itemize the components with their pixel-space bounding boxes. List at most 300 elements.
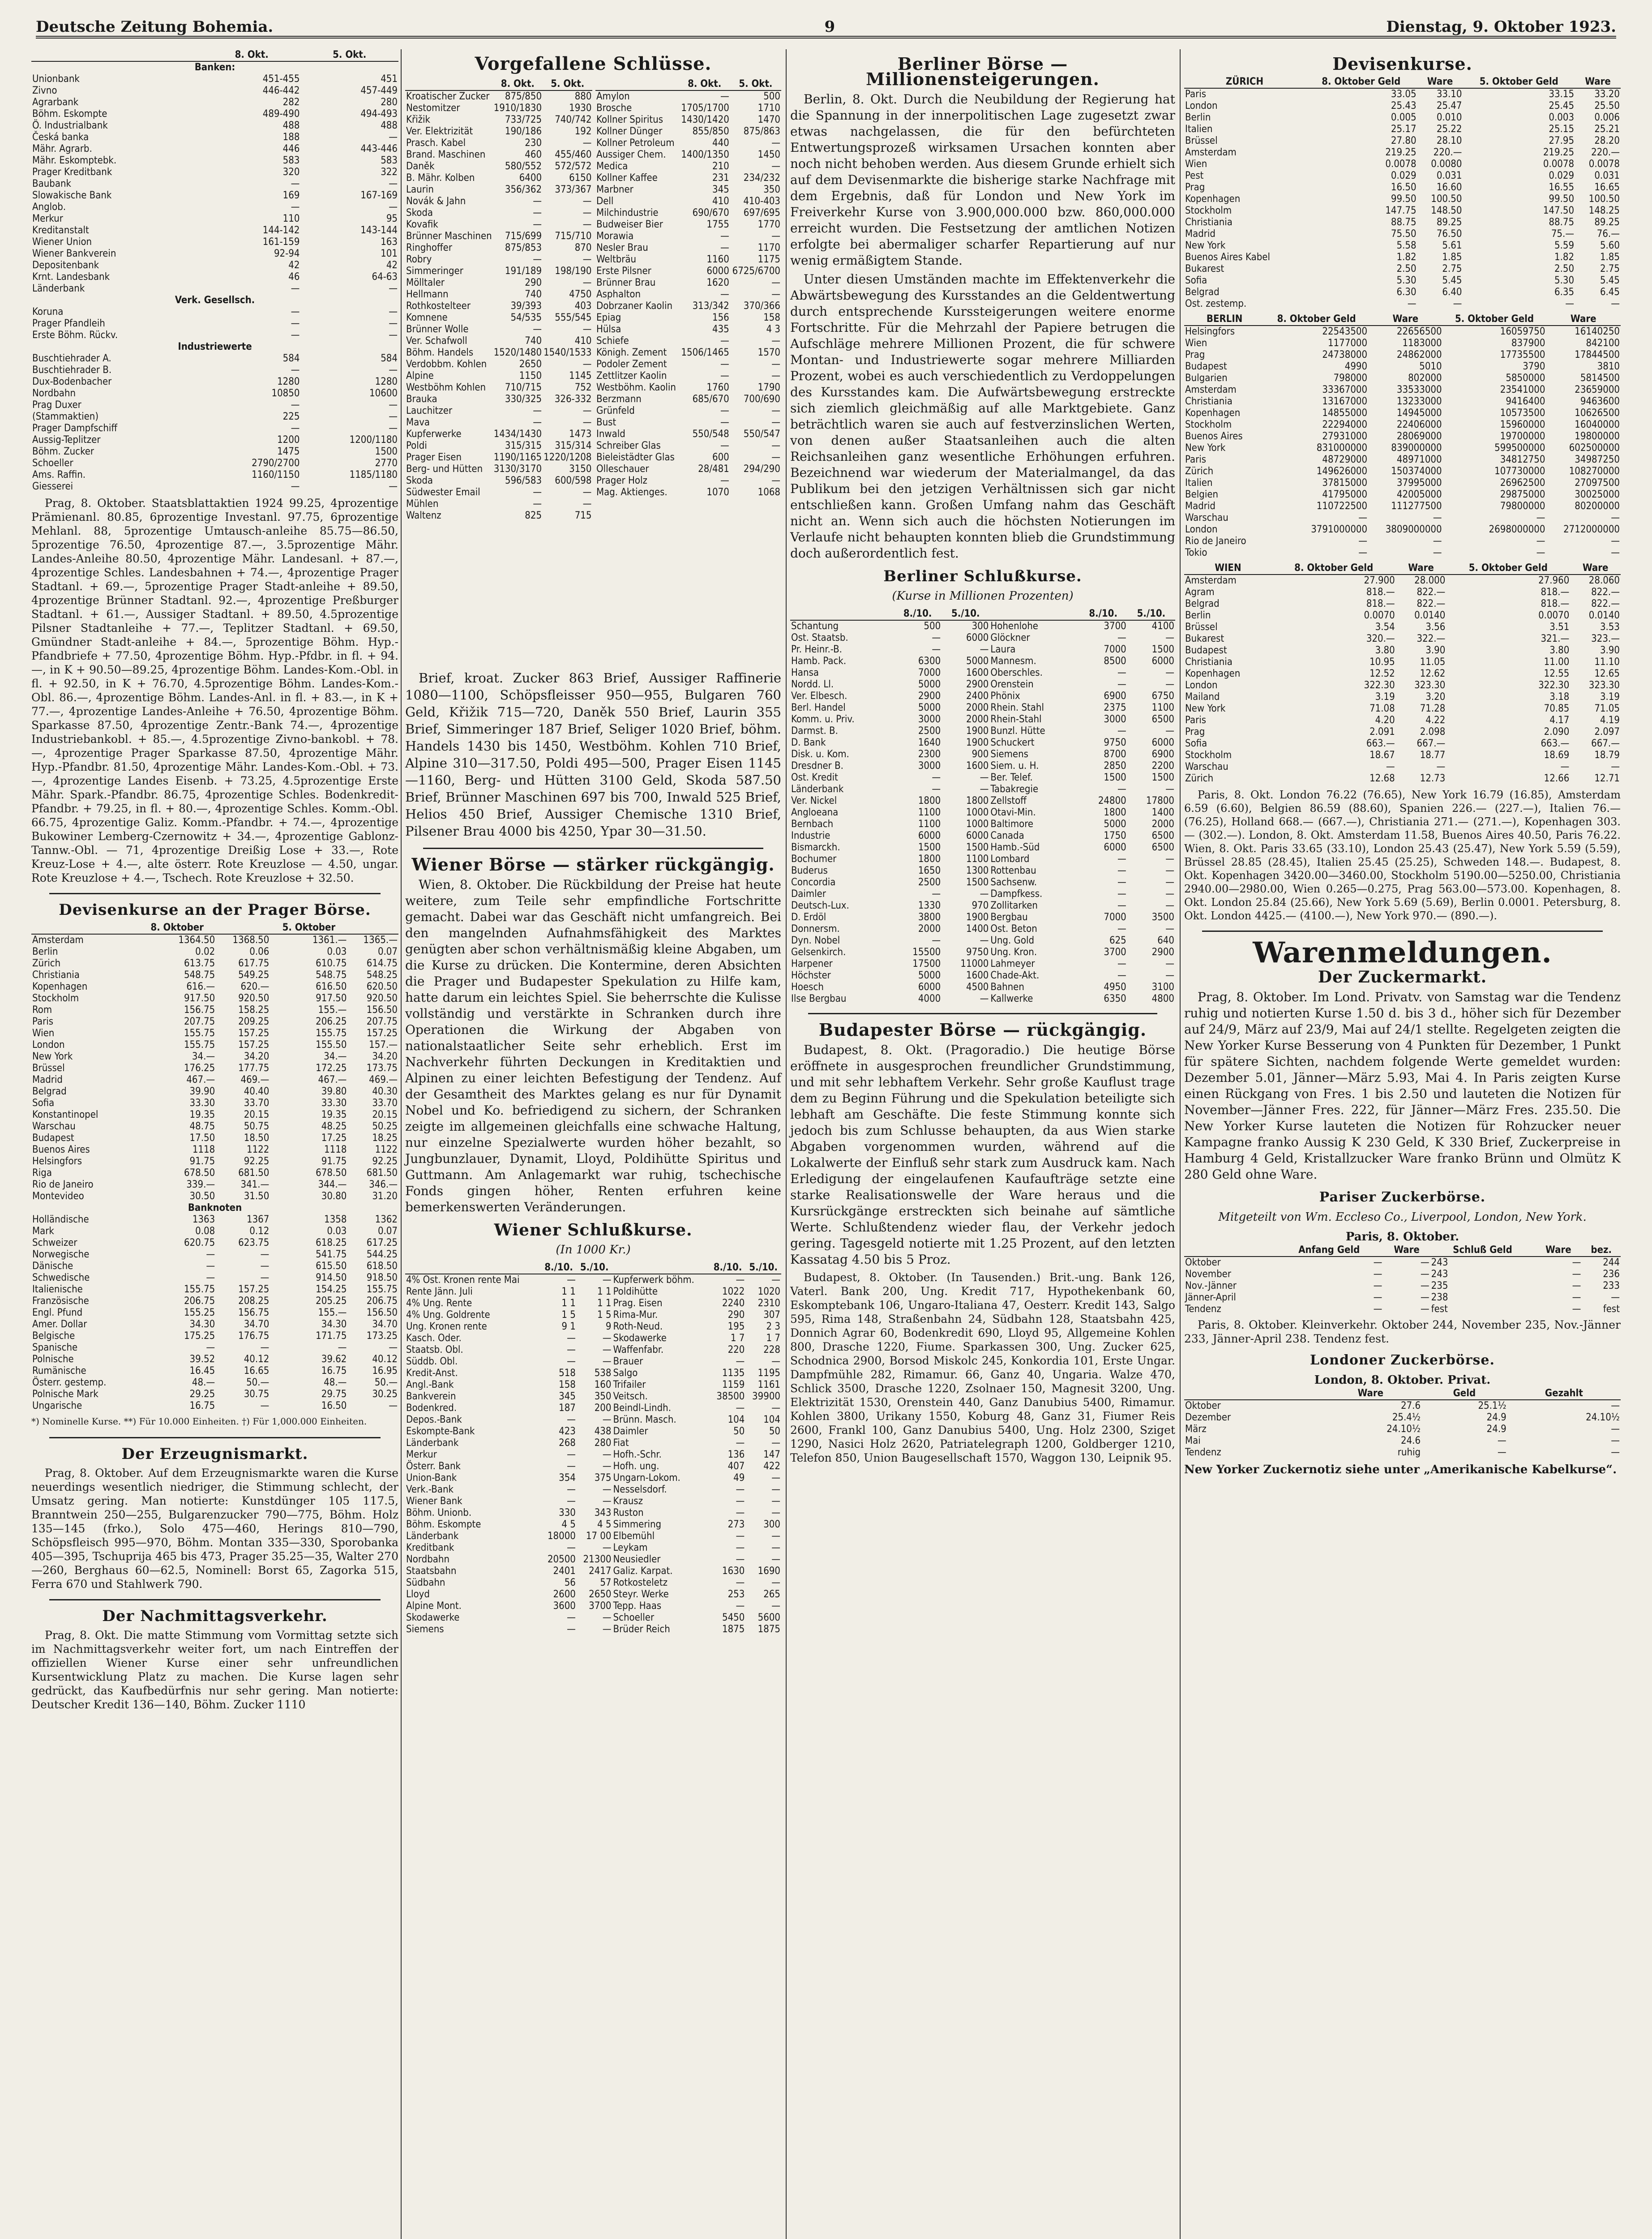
wien-schluss-unit: (In 1000 Kr.) [556,1243,631,1257]
schluss-row: Mag. Aktienges. 1070 1068 [596,487,780,498]
schluss-row: Nestomitzer 1910/1830 1930 [406,103,592,114]
industrie-row: Prager Dampfschiff — — [32,423,398,434]
schluss-row: Epiag 156 158 [596,312,780,323]
schluss-row: Lauchitzer — — [406,405,592,416]
banken-row: Agrarbank 282 280 [32,97,398,108]
industrie-row: Ams. Raffin. 1160/1150 1185/1180 [32,469,398,480]
schluss-row: Olleschauer 28/481 294/290 [596,463,780,475]
berlin-schluss-row: Harpener 17500 11000 Lahmeyer — — [791,958,1174,969]
devisen-row: New York 34.— 34.20 34.— 34.20 [32,1051,398,1062]
schluss-row: Grünfeld — — [596,405,780,416]
banken-table: 8. Okt. 5. Okt. Banken: Unionbank 451-455 451 Zivno 446-442 457-449 Agrarbank 282 280 Böhm. Eskompte 489-490 494-493 Ö. Industrialbank 488 488 Česká banka 188 — Mähr. Agrarb. 446 443-446 Mähr. Eskomptebk. 583 583 Prager Kreditbank 320 322 Baubank — — Slowakische Bank 169 167-169 Anglob. — — Merkur 110 95 Kreditanstalt 144-142 143-144 Wiener Union 161-159 163 Wiener Bankverein 92-94 101 Depositenbank 42 42 Krnt. Landesbank 46 64-63 Länderbank — — Verk. Gesellsch. Koruna — — Prager Pfandleih — — Erste Böhm. Rückv. — — Industriewerte Buschtiehrader A. 584 584 Buschtiehrader B. — — Dux-Bodenbacher 1280 1280 Nordbahn 10850 10600 Prag Duxer — — (Stammaktien) 225 — Prager Dampfschiff — — Aussig-Teplitzer 1200 1200/1180 Böhm. Zucker 1475 1500 Schoeller 2790/2700 2770 Ams. Raffin. 1160/1150 1185/1180 Giesserei — — [32,49,398,492]
nachmittag-text: Prag, 8. Okt. Die matte Stimmung vom Vormittag setzte sich im Nachmittagsverkehr weiter fort, um nach Eintreffen der offiziellen Wiener Kurse einer sehr unfreundlichen Kursentwicklung Platz zu machen. Die Kurse lagen sehr gedrückt, das Kaufbedürfnis nur sehr gering. Man notierte: Deutscher Kredit 136—140, Böhm. Zucker 1110 [31,1629,398,1711]
schluss-row: Podoler Zement — — [596,359,780,370]
schluss-row: Brünner Brau 1620 — [596,277,780,288]
zurich-devisen-row: Madrid 75.50 76.50 75.— 76.— [1185,228,1620,240]
banken-row: Mähr. Agrarb. 446 443-446 [32,143,398,154]
berlin-devisen-row: Christiania 13167000 13233000 9416400 9463600 [1185,396,1620,407]
banknoten-row: Mark 0.08 0.12 0.03 0.07 [32,1226,398,1237]
wien-devisen-row: Berlin 0.0070 0.0140 0.0070 0.0140 [1185,610,1620,621]
schluss-row: Schiefe — — [596,335,780,347]
wien-schluss-row: Merkur — — Hofh.-Schr. 136 147 [406,1449,780,1460]
banknoten-row: Österr. gestemp. 48.— 50.— 48.— 50.— [32,1377,398,1388]
berlin-schluss-title: Berliner Schlußkurse. [883,567,1082,585]
berlin-schluss-row: Länderbank — — Tabakregie — — [791,784,1174,795]
schluss-row: Budweiser Bier 1755 1770 [596,219,780,230]
industrie-heading: Industriewerte [178,341,252,352]
pariser-text: Mitgeteilt von Wm. Eccleso Co., Liverpool, London, New York. [1218,1210,1587,1224]
devisen-note: *) Nominelle Kurse. **) Für 10.000 Einheiten. †) Für 1,000.000 Einheiten. [31,1416,367,1427]
column-2a [405,78,592,705]
paris-date: Paris, 8. Oktober. [1345,1230,1459,1244]
schluss-row: Laurin 356/362 373/367 [406,184,592,195]
schluss-row: Bust — — [596,417,780,428]
wien-schluss-row: Bankverein 345 350 Veitsch. 38500 39900 [406,1391,780,1402]
column-2-lower [405,669,781,2239]
zurich-devisen-row: Belgrad 6.30 6.40 6.35 6.45 [1185,287,1620,298]
banken-row: Kreditanstalt 144-142 143-144 [32,225,398,236]
schluss-row: Kollner Kaffee 231 234/232 [596,172,780,184]
wien-schluss-title: Wiener Schlußkurse. [494,1221,693,1240]
zurich-devisen-row: Christiania 88.75 89.25 88.75 89.25 [1185,217,1620,228]
verkehr-row: Erste Böhm. Rückv. — — [32,330,398,341]
zurich-devisen-row: Sofia 5.30 5.45 5.30 5.45 [1185,275,1620,286]
paris-zucker-row: November — — 243 — 236 [1185,1269,1620,1280]
schluss-row: Königh. Zement 1506/1465 1570 [596,347,780,358]
verkehr-heading: Verk. Gesellsch. [175,295,255,306]
london-zucker-row: März 24.10½ 24.9 — [1185,1424,1620,1435]
banken-row: Böhm. Eskompte 489-490 494-493 [32,108,398,120]
wien-devisen-row: Budapest 3.80 3.90 3.80 3.90 [1185,645,1620,656]
verkehr-row: Prager Pfandleih — — [32,318,398,329]
schluss-row: Berg- und Hütten 3130/3170 3150 [406,463,592,475]
banknoten-row: Französische 206.75 208.25 205.25 206.75 [32,1295,398,1307]
banknoten-row: Schweizer 620.75 623.75 618.25 617.25 [32,1237,398,1248]
banknoten-row: Amer. Dollar 34.30 34.70 34.30 34.70 [32,1319,398,1330]
schluss-row: Prasch. Kabel 230 — [406,137,592,149]
prag-fonds-text: Prag, 8. Oktober. Staatsblattaktien 1924 99.25, 4prozentige Prämienanl. 80.85, 6prozentige Investanl. 97.75, 6prozentige Mehlanl. 88, 5prozentige Umtausch-anleihe 85.75—86.50, 5prozentige 76.50, 4prozentige 87.—, 3.5prozentige Mähr. Landes-Anleihe 80.50, 4prozentige Mähr. Landesanl. + 87.—, 4prozentige Schles. Landesbahnen + 74.—, 4prozentige Prager Stadtanl. + 69.—, 5prozentige Prager Stadt-anleihe + 89.50, 4prozentige Brünner Stadtanl. 92.—, 4prozentige Preßburger Stadtanl. + 61.—, Aussiger Stadtanl. + 89.50, 4.5prozentige Pilsner Stadtanleihe + 77.—, Teplitzer Stadtanl. + 69.50, Gmündner Stadt-anleihe + 84.—, 5prozentige Böhm. Hyp.-Pfandbriefe + 77.50, 4prozentige Böhm. Hyp.-Pfdbr. in fl. + 94.—, in K + 90.50—89.25, 4prozentige Böhm. Landes-Kom.-Obl. in fl. + 92.50, in K + 76.70, 4.5prozentige Böhm. Landes-Kom.-Obl. 86.—, 4prozentige Böhm. Landes-Anl. in fl. + 83.—, in K + 77.—, 4prozentige Landes-Anleihe + 76.50, 4prozentige Böhm. Sparkasse 87.50, 4prozentige Zentr.-Bank 74.—, 4prozentige Industriebankobl. + 85.—, 4.5prozentige Zivno-bankobl. + 78.—, 4prozentige Prager Sparkasse 87.50, 4prozentige Mähr. Hyp.-Pfandbr. 81.50, 4prozentige Mähr. Landes-Kom.-Obl. + 73.—, 4prozentige Landes Eisenb. + 73.25, 4.5prozentige Erste Mähr. Spark.-Pfandbr. 86.75, 4prozentige Schles. Bodenkredit-Pfandbr. + 79.25, in fl. + 80.—, 4prozentige Schles. Komm.-Obl. 66.75, 4prozentige Galiz. Komm.-Pfandbr. + 74.—, 4prozentige Bukowiner Lemberg-Czernowitz + 34.—, 4prozentige Gablonz-Tannw.-Obl. — 71, 4prozentige Dreißig Lose + 33.—, Rote Kreuz-Lose + 4.—, alte österr. Rote Kreuzlose — 4.50, ungar. Rote Kreuzlose + 4.—, Tschech. Rote Kreuzlose + 32.50. [31,497,398,884]
schluss-row: Mölltaler 290 — [406,277,592,288]
schluss-row: Daněk 580/552 572/572 [406,161,592,172]
wien-schluss-row: Skodawerke — — Schoeller 5450 5600 [406,1612,780,1623]
berlin-schluss-row: Hamb. Pack. 6300 5000 Mannesm. 8500 6000 [791,656,1174,667]
banken-row: Česká banka 188 — [32,132,398,143]
banken-row: Mähr. Eskomptebk. 583 583 [32,155,398,166]
berlin-schluss-row: Berl. Handel 5000 2000 Rhein. Stahl 2375 1100 [791,702,1174,713]
berlin-devisen-row: Wien 1177000 1183000 837900 842100 [1185,338,1620,349]
schluss-row: Brünner Wolle — — [406,324,592,335]
schluss-row: Kollner Dünger 855/850 875/863 [596,126,780,137]
verkehr-row: Koruna — — [32,306,398,317]
wien-schluss-row: 4% Ung. Rente 1 1 1 1 Prag. Eisen 2240 2310 [406,1298,780,1309]
schluss-row: Westböhm Kohlen 710/715 752 [406,382,592,393]
london-zucker-row: Mai 24.6 — — [1185,1435,1620,1446]
banken-row: Länderbank — — [32,283,398,294]
wien-devisen-row: Amsterdam 27.900 28.000 27.960 28.060 [1185,575,1620,586]
devisen-row: Stockholm 917.50 920.50 917.50 920.50 [32,993,398,1004]
industrie-row: Aussig-Teplitzer 1200 1200/1180 [32,434,398,446]
berlin-schluss-row: Ilse Bergbau 4000 — Kallwerke 6350 4800 [791,993,1174,1004]
devisen-row: Montevideo 30.50 31.50 30.80 31.20 [32,1191,398,1202]
banken-row: Baubank — — [32,178,398,189]
berlin-schluss-table: 8./10. 5./10. 8./10. 5./10. Schantung 500 300 Hohenlohe 3700 4100 Ost. Staatsb. — 6000 Glöckner — — Pr. Heinr.-B. — — Laura 7000 1500 Hamb. Pack. 6300 5000 Mannesm. 8500 6000 Hansa 7000 1600 Oberschles. — — Nordd. Ll. 5000 2900 Orenstein — — Ver. Elbesch. 2900 2400 Phönix 6900 6750 Berl. Handel 5000 2000 Rhein. Stahl 2375 1100 Komm. u. Priv. 3000 2000 Rhein-Stahl 3000 6500 Darmst. B. 2500 1900 Bunzl. Hütte — — D. Bank 1640 1900 Schuckert 9750 6000 Disk. u. Kom. 2300 900 Siemens 8700 6900 Dresdner B. 3000 1600 Siem. u. H. 2850 2200 Ost. Kredit — — Ber. Telef. 1500 1500 Länderbank — — Tabakregie — — Ver. Nickel 1800 1800 Zellstoff 24800 17800 Angloeana 1100 1000 Otavi-Min. 1800 1400 Bernbach 1100 1000 Baltimore 5000 2000 Industrie 6000 6000 Canada 1750 6500 Bismarckh. 1500 1500 Hamb.-Süd 6000 6500 Bochumer 1800 1100 Lombard — — Buderus 1650 1300 Rottenbau — — Concordia 2500 1500 Sachsenw. — — Daimler — — Dampfkess. — — Deutsch-Lux. 1330 970 Zollitarken — — D. Erdöl 3800 1900 Bergbau 7000 3500 Donnersm. 2000 1400 Ost. Beton — — Dyn. Nobel — — Ung. Gold 625 640 Gelsenkirch. 15500 9750 Ung. Kron. 3700 2900 Harpener 17500 11000 Lahmeyer — — Höchster 5000 1600 Chade-Akt. — — Hoesch 6000 4500 Bahnen 4950 3100 Ilse Bergbau 4000 — Kallwerke 6350 4800 [791,608,1174,1004]
schluss-row: Böhm. Handels 1520/1480 1540/1533 [406,347,592,358]
zurich-devisen-row: Berlin 0.005 0.010 0.003 0.006 [1185,112,1620,123]
banken-row: Wiener Union 161-159 163 [32,236,398,248]
banknoten-row: Polnische 39.52 40.12 39.62 40.12 [32,1354,398,1365]
banken-row: Zivno 446-442 457-449 [32,85,398,96]
budapest-list-text: Budapest, 8. Oktober. (In Tausenden.) Brit.-ung. Bank 126, Vaterl. Bank 200, Ung. Kredit 717, Hypothekenbank 60, Eskomptebank 106, Ungaro-Italiana 47, Oesterr. Kredit 143, Salgo 595, Rima 148, Straßenbahn 24, Südbahn 128, Staatsbahn 425, Donnich Agrar 60, Bodenkredit 690, Lloyd 95, Allgemeine Kohlen 800, Drasche 1220, Fiume. Sparkassen 300, Ung. Zucker 625, Schodnica 2900, Borsod Miskolc 245, Konkordia 101, Erste Ungar. Dampfmühle 282, Rimamur. 66, Ganz 40, Ungaria. Walze 470, Schlick 3500, Drasche 1220, Zsolnaer 150, Magnesit 3200, Ung. Elektrizität 1530, Orenstein 440, Ganz Danubius 5400, Rimamur. Kohlen 3800, Urikany 1550, Koburg 48, Ganz 31, Fiumer Reis 2600, Frankl 100, Ganz Danubius 5400, Ung. Holz 2300, Sziget 1290, Nasici Holz 2620, Patriatelegraph 1200, Goldberger 1210, Telefon 850, Union Baugesellschaft 1570, Waggon 130, Leipnik 95. [790,1271,1175,1464]
devisen-row: Brüssel 176.25 177.75 172.25 173.75 [32,1063,398,1074]
berlin-schluss-row: Industrie 6000 6000 Canada 1750 6500 [791,830,1174,841]
berlin-devisen-row: London 3791000000 3809000000 2698000000 2712000000 [1185,524,1620,535]
berlin-schluss-row: Nordd. Ll. 5000 2900 Orenstein — — [791,679,1174,690]
berlin-devisen-row: Rio de Janeiro — — — — [1185,536,1620,547]
wien-devisen-row: Kopenhagen 12.52 12.62 12.55 12.65 [1185,668,1620,679]
banken-row: Slowakische Bank 169 167-169 [32,190,398,201]
zurich-devisen-row: Kopenhagen 99.50 100.50 99.50 100.50 [1185,193,1620,205]
schluss-row: Brosche 1705/1700 1710 [596,103,780,114]
wien-devisen-row: Christiania 10.95 11.05 11.00 11.10 [1185,656,1620,668]
schluss-row: Nesler Brau — 1170 [596,242,780,253]
banknoten-row: Schwedische — — 914.50 918.50 [32,1272,398,1283]
banknoten-row: Ungarische 16.75 — 16.50 — [32,1400,398,1411]
wien-schluss-row: Staatsb. Obl. — — Waffenfabr. 220 228 [406,1344,780,1355]
berlin-devisen-row: Bulgarien 798000 802000 5850000 5814500 [1185,373,1620,384]
wien-schluss-row: Ung. Kronen rente 9 1 9 Roth-Neud. 195 2 3 [406,1321,780,1332]
berlin-schluss-row: Höchster 5000 1600 Chade-Akt. — — [791,970,1174,981]
schluss-row: Prager Eisen 1190/1165 1220/1208 [406,452,592,463]
schluss-row: Hülsa 435 4 3 [596,324,780,335]
zurich-devisen-row: Italien 25.17 25.22 25.15 25.21 [1185,124,1620,135]
schluss-row: Simmeringer 191/189 198/190 [406,266,592,277]
devisen-row: Kopenhagen 616.— 620.— 616.50 620.50 [32,981,398,992]
industrie-row: Böhm. Zucker 1475 1500 [32,446,398,457]
berlin-schluss-row: Gelsenkirch. 15500 9750 Ung. Kron. 3700 2900 [791,947,1174,958]
wien-schluss-row: Staatsbahn 2401 2417 Galiz. Karpat. 1630 1690 [406,1566,780,1577]
banken-row: Krnt. Landesbank 46 64-63 [32,271,398,283]
zucker-title: Der Zuckermarkt. [1318,968,1487,987]
wien-schluss-row: Länderbank 18000 17 00 Elbemühl — — [406,1531,780,1542]
column-4 [1184,49,1621,2239]
banken-row: Ö. Industrialbank 488 488 [32,120,398,131]
industrie-row: Prag Duxer — — [32,399,398,411]
wien-schluss-row: Länderbank 268 280 Fiat — — [406,1437,780,1449]
devisen-row: Konstantinopel 19.35 20.15 19.35 20.15 [32,1109,398,1120]
paris-zucker-row: Jänner-April — — 238 — — [1185,1292,1620,1303]
banknoten-heading: Banknoten [188,1202,242,1214]
schluss-row: Brauka 330/325 326-332 [406,394,592,405]
wien-schluss-table: 8./10. 5./10. 8./10. 5./10. 4% Ost. Kronen rente Mai — — Kupferwerk böhm. — — Rente Jänn. Juli 1 1 1 1 Poldihütte 1022 1020 4% Ung. Rente 1 1 1 1 Prag. Eisen 2240 2310 4% Ung. Goldrente 1 5 1 5 Rima-Mur. 290 307 Ung. Kronen rente 9 1 9 Roth-Neud. 195 2 3 Kasch. Oder. — — Skodawerke 1 7 1 7 Staatsb. Obl. — — Waffenfabr. 220 228 Süddb. Obl. — — Brauer — — Kredit-Anst. 518 538 Salgo 1135 1195 Angl.-Bank 158 160 Trifailer 1159 1161 Bankverein 345 350 Veitsch. 38500 39900 Bodenkred. 187 200 Beindl-Lindh. — — Depos.-Bank — — Brünn. Masch. 104 104 Eskompte-Bank 423 438 Daimler 50 50 Länderbank 268 280 Fiat — — Merkur — — Hofh.-Schr. 136 147 Österr. Bank — — Hofh. ung. 407 422 Union-Bank 354 375 Ungarn-Lokom. 49 — Verk.-Bank — — Nesselsdorf. — — Wiener Bank — — Krausz — — Böhm. Unionb. 330 343 Ruston — — Böhm. Eskompte 4 5 4 5 Simmering 273 300 Länderbank 18000 17 00 Elbemühl — — Kreditbank — — Leykam — — Nordbahn 20500 21300 Neusiedler — — Staatsbahn 2401 2417 Galiz. Karpat. 1630 1690 Südbahn 56 57 Rotkosteletz — — Lloyd 2600 2650 Steyr. Werke 253 265 Alpine Mont. 3600 3700 Tepp. Haas — — Skodawerke — — Schoeller 5450 5600 Siemens — — Brüder Reich 1875 1875 [406,1262,780,1635]
schluss-row: Komnene 54/535 555/545 [406,312,592,323]
wien-devisen-row: Stockholm 18.67 18.77 18.69 18.79 [1185,750,1620,761]
zurich-devisen-row: Paris 33.05 33.10 33.15 33.20 [1185,89,1620,100]
banken-row: Wiener Bankverein 92-94 101 [32,248,398,259]
pariser-title: Pariser Zuckerbörse. [1319,1189,1486,1205]
wien-schluss-row: Eskompte-Bank 423 438 Daimler 50 50 [406,1426,780,1437]
wien-boerse-title: Wiener Börse — stärker rückgängig. [411,854,775,875]
schluss-row: Mühlen — — [406,498,592,510]
wien-schluss-row: Bodenkred. 187 200 Beindl-Lindh. — — [406,1403,780,1414]
schluss-row: Milchindustrie 690/670 697/695 [596,207,780,219]
schluss-row: Kupferwerke 1434/1430 1473 [406,429,592,440]
zurich-devisen-row: Stockholm 147.75 148.50 147.50 148.25 [1185,205,1620,216]
schluss-row: Kroatischer Zucker 875/850 880 [406,91,592,102]
schluss-row: Westböhm. Kaolin 1760 1790 [596,382,780,393]
berlin-schluss-row: Hoesch 6000 4500 Bahnen 4950 3100 [791,982,1174,993]
schluss-row: Südwester Email — — [406,487,592,498]
zurich-devisen-row: London 25.43 25.47 25.45 25.50 [1185,100,1620,112]
wien-schluss-row: Böhm. Eskompte 4 5 4 5 Simmering 273 300 [406,1519,780,1530]
schluss-row: Schreiber Glas — — [596,440,780,451]
schluss-row: Prager Holz — — [596,475,780,486]
wien-schluss-row: Kredit-Anst. 518 538 Salgo 1135 1195 [406,1368,780,1379]
vorgefallene-title: Vorgefallene Schlüsse. [475,53,712,74]
berlin-schluss-row: Buderus 1650 1300 Rottenbau — — [791,865,1174,876]
schluss-row: B. Mähr. Kolben 6400 6150 [406,172,592,184]
industrie-row: (Stammaktien) 225 — [32,411,398,422]
berlin-devisen-row: Kopenhagen 14855000 14945000 10573500 10626500 [1185,407,1620,419]
london-zucker-table: Ware Geld Gezahlt Oktober 27.6 25.1½ — Dezember 25.4½ 24.9 24.10½ März 24.10½ 24.9 — Mai 24.6 — — Tendenz ruhig — — [1185,1388,1620,1458]
devisen-row: Belgrad 39.90 40.40 39.80 40.30 [32,1086,398,1097]
schluss-row: Asphalton — — [596,289,780,300]
schluss-row: Hellmann 740 4750 [406,289,592,300]
schluss-row: Brand. Maschinen 460 455/460 [406,149,592,160]
devisen-row: Riga 678.50 681.50 678.50 681.50 [32,1167,398,1179]
berlin-schluss-unit: (Kurse in Millionen Prozenten) [892,589,1074,603]
berlin-schluss-row: Donnersm. 2000 1400 Ost. Beton — — [791,923,1174,935]
devisen-row: Warschau 48.75 50.75 48.25 50.25 [32,1121,398,1132]
masthead-paper-name: Deutsche Zeitung Bohemia. [36,18,274,36]
schluss-row: Erste Pilsner 6000 6725/6700 [596,266,780,277]
banknoten-row: Belgische 175.25 176.75 171.75 173.25 [32,1330,398,1342]
devisen-row: Paris 207.75 209.25 206.25 207.75 [32,1016,398,1027]
berlin-devisen-row: Helsingfors 22543500 22656500 16059750 16140250 [1185,326,1620,337]
banken-heading: Banken: [194,62,235,73]
wien-devisen-row: Paris 4.20 4.22 4.17 4.19 [1185,715,1620,726]
wien-schluss-row: Kreditbank — — Leykam — — [406,1542,780,1553]
berlin-devisen-row: Amsterdam 33367000 33533000 23541000 23659000 [1185,384,1620,395]
paris-zucker-row: Oktober — — 243 — 244 [1185,1257,1620,1268]
wien-schluss-row: Depos.-Bank — — Brünn. Masch. 104 104 [406,1414,780,1425]
wien-schluss-row: Siemens — — Brüder Reich 1875 1875 [406,1624,780,1635]
berlin-devisen-row: Warschau — — — — [1185,512,1620,523]
berlin-devisen-row: Italien 37815000 37995000 26962500 27097500 [1185,477,1620,489]
wien-schluss-row: Angl.-Bank 158 160 Trifailer 1159 1161 [406,1379,780,1390]
berlin-devisen-row: Belgien 41795000 42005000 29875000 30025000 [1185,489,1620,500]
banken-row: Depositenbank 42 42 [32,260,398,271]
newyork-note: New Yorker Zuckernotiz siehe unter „Amerikanische Kabelkurse“. [1184,1463,1617,1476]
devisen-row: Madrid 467.— 469.— 467.— 469.— [32,1074,398,1085]
wien-devisen-row: Prag 2.091 2.098 2.090 2.097 [1185,726,1620,738]
devisen-row: Buenos Aires 1118 1122 1118 1122 [32,1144,398,1155]
schluss-row: Berzmann 685/670 700/690 [596,394,780,405]
devisen-row: Helsingfors 91.75 92.25 91.75 92.25 [32,1156,398,1167]
wien-schluss-row: Südbahn 56 57 Rotkosteletz — — [406,1577,780,1588]
zurich-devisen-row: Wien 0.0078 0.0080 0.0078 0.0078 [1185,159,1620,170]
column-3 [790,49,1175,2239]
budapest-boerse-title: Budapester Börse — rückgängig. [818,1020,1147,1040]
paris-note: Paris, 8. Oktober. Kleinverkehr. Oktober 244, November 235, Nov.-Jänner 233, Jänner-April 238. Tendenz fest. [1184,1318,1621,1345]
berlin-schluss-row: Deutsch-Lux. 1330 970 Zollitarken — — [791,900,1174,911]
erzeugnis-text: Prag, 8. Oktober. Auf dem Erzeugnismarkte waren die Kurse neuerdings wesentlich niedriger, die Stimmung schlecht, der Umsatz gering. Man notierte: Kunstdünger 105 117.5, Branntwein 250—255, Bulgarenzucker 790—775, Böhm. Holz 135—145 (frko.), Solo 475—460, Herings 810—790, Schöpsfleisch 995—970, Böhm. Montan 335—330, Sporobanka 405—395, Tschuprija 465 bis 473, Prager 35.25—35, Walter 270—260, Berghaus 60—62.5, Nominell: Borst 65, Zagorka 515, Ferra 670 und Stahlwerk 790. [31,1467,398,1591]
zurich-devisen-row: Buenos Aires Kabel 1.82 1.85 1.82 1.85 [1185,252,1620,263]
berlin-schluss-row: D. Erdöl 3800 1900 Bergbau 7000 3500 [791,912,1174,923]
wien-devisen-row: Mailand 3.19 3.20 3.18 3.19 [1185,691,1620,703]
nachmittag-title: Der Nachmittagsverkehr. [102,1607,328,1625]
schluss-row: Novák & Jahn — — [406,196,592,207]
banknoten-row: Engl. Pfund 155.25 156.75 155.— 156.50 [32,1307,398,1318]
zurich-devisen-row: New York 5.58 5.61 5.59 5.60 [1185,240,1620,251]
industrie-row: Dux-Bodenbacher 1280 1280 [32,376,398,387]
devisen-prag-table: 8. Oktober 5. Oktober Amsterdam 1364.50 1368.50 1361.— 1365.— Berlin 0.02 0.06 0.03 0.07 Zürich 613.75 617.75 610.75 614.75 Christiania 548.75 549.25 548.75 548.25 Kopenhagen 616.— 620.— 616.50 620.50 Stockholm 917.50 920.50 917.50 920.50 Rom 156.75 158.25 155.— 156.50 Paris 207.75 209.25 206.25 207.75 Wien 155.75 157.25 155.75 157.25 London 155.75 157.25 155.50 157.— New York 34.— 34.20 34.— 34.20 Brüssel 176.25 177.75 172.25 173.75 Madrid 467.— 469.— 467.— 469.— Belgrad 39.90 40.40 39.80 40.30 Sofia 33.30 33.70 33.30 33.70 Konstantinopel 19.35 20.15 19.35 20.15 Warschau 48.75 50.75 48.25 50.25 Budapest 17.50 18.50 17.25 18.25 Buenos Aires 1118 1122 1118 1122 Helsingfors 91.75 92.25 91.75 92.25 Riga 678.50 681.50 678.50 681.50 Rio de Janeiro 339.— 341.— 344.— 346.— Montevideo 30.50 31.50 30.80 31.20 Banknoten Holländische 1363 1367 1358 1362 Mark 0.08 0.12 0.03 0.07 Schweizer 620.75 623.75 618.25 617.25 Norwegische — — 541.75 544.25 Dänische — — 615.50 618.50 Schwedische — — 914.50 918.50 Italienische 155.75 157.25 154.25 155.75 Französische 206.75 208.25 205.25 206.75 Engl. Pfund 155.25 156.75 155.— 156.50 Amer. Dollar 34.30 34.70 34.30 34.70 Belgische 175.25 176.75 171.75 173.25 Spanische — — — — Polnische 39.52 40.12 39.62 40.12 Rumänische 16.45 16.65 16.75 16.95 Österr. gestemp. 48.— 50.— 48.— 50.— Polnische Mark 29.25 30.75 29.75 30.25 Ungarische 16.75 — 16.50 — [32,922,398,1411]
schluss-row: Skoda 596/583 600/598 [406,475,592,486]
schluss-row: Ver. Schafwoll 740 410 [406,335,592,347]
berlin-schluss-row: Disk. u. Kom. 2300 900 Siemens 8700 6900 [791,749,1174,760]
industrie-row: Buschtiehrader B. — — [32,365,398,376]
wien-schluss-row: Süddb. Obl. — — Brauer — — [406,1356,780,1367]
schluss-row: Marbner 345 350 [596,184,780,195]
berlin-schluss-row: Ver. Elbesch. 2900 2400 Phönix 6900 6750 [791,691,1174,702]
devisen-row: Sofia 33.30 33.70 33.30 33.70 [32,1098,398,1109]
devisen-row: Rio de Janeiro 339.— 341.— 344.— 346.— [32,1179,398,1190]
wien-schluss-row: 4% Ost. Kronen rente Mai — — Kupferwerk böhm. — — [406,1274,780,1286]
zucker-text: Prag, 8. Oktober. Im Lond. Privatv. von Samstag war die Tendenz ruhig und notierten Kurse 1.50 d. bis 3 d., höher sich für Dezember auf 24/9, März auf 23/9, Mai auf 24/1 stellte. Regelgeten zeigten die New Yorker Kurse Besserung von 4 Punkten für Dezember, 1 Punkt für spätere Sichten, nachdem folgende Werte gemeldet wurden: Dezember 5.01, Jänner—März 5.93, Mai 4. In Paris zeigten Kurse einen Rückgang von Fres. 1 bis 2.50 und lauteten die Notizen für November—Jänner Fres. 222, für Jänner—März Fres. 235.50. Die New Yorker Kurse lauteten die Notizen für Rohzucker neuer Kampagne franko Aussig K 230 Geld, K 330 Brief, Zuckerpreise in Hamburg 4 Geld, Kristallzucker Ware franko Brünn und Olmütz K 280 Geld ohne Ware. [1184,990,1621,1182]
berlin-schluss-row: Angloeana 1100 1000 Otavi-Min. 1800 1400 [791,807,1174,818]
berlin-boerse-title: Berliner Börse — Millionensteigerungen. [866,54,1100,89]
wien-schluss-row: Verk.-Bank — — Nesselsdorf. — — [406,1484,780,1495]
schluss-row: Robry — — [406,254,592,265]
schluss-row: Waltenz 825 715 [406,510,592,521]
schluss-row: Rothkostelteer 39/393 403 [406,300,592,312]
berlin-schluss-row: Dresdner B. 3000 1600 Siem. u. H. 2850 2200 [791,760,1174,772]
berlin-devisen-row: New York 831000000 839000000 599500000 602500000 [1185,442,1620,454]
schluesse-table-a: 8. Okt. 5. Okt. Kroatischer Zucker 875/850 880 Nestomitzer 1910/1830 1930 Křižik 733/725 740/742 Ver. Elektrizität 190/186 192 Prasch. Kabel 230 — Brand. Maschinen 460 455/460 Daněk 580/552 572/572 B. Mähr. Kolben 6400 6150 Laurin 356/362 373/367 Novák & Jahn — — Skoda — — Kovafik — — Brünner Maschinen 715/699 715/710 Ringhoffer 875/853 870 Robry — — Simmeringer 191/189 198/190 Mölltaler 290 — Hellmann 740 4750 Rothkostelteer 39/393 403 Komnene 54/535 555/545 Brünner Wolle — — Ver. Schafwoll 740 410 Böhm. Handels 1520/1480 1540/1533 Verdobbm. Kohlen 2650 — Alpine 1150 1145 Westböhm Kohlen 710/715 752 Brauka 330/325 326-332 Lauchitzer — — Mava — — Kupferwerke 1434/1430 1473 Poldi 315/315 315/314 Prager Eisen 1190/1165 1220/1208 Berg- und Hütten 3130/3170 3150 Skoda 596/583 600/598 Südwester Email — — Mühlen — — Waltenz 825 715 [406,78,592,521]
devisen-row: Amsterdam 1364.50 1368.50 1361.— 1365.— [32,935,398,946]
berlin-devisen-row: Zürich 149626000 150374000 107730000 108270000 [1185,466,1620,477]
berlin-schluss-row: Ost. Kredit — — Ber. Telef. 1500 1500 [791,772,1174,783]
schluss-row: Brünner Maschinen 715/699 715/710 [406,231,592,242]
wien-devisen-row: Bukarest 320.— 322.— 321.— 323.— [1185,633,1620,644]
wien-devisen-row: New York 71.08 71.28 70.85 71.05 [1185,703,1620,714]
masthead-page-number: 9 [824,18,835,36]
wien-schluss-row: Rente Jänn. Juli 1 1 1 1 Poldihütte 1022 1020 [406,1286,780,1297]
schluss-row: Dell 410 410-403 [596,196,780,207]
schluss-row: Bieleistädter Glas 600 — [596,452,780,463]
wien-devisen-row: Zürich 12.68 12.73 12.66 12.71 [1185,773,1620,784]
schluss-row: Alpine 1150 1145 [406,370,592,382]
column-2b [595,78,781,705]
berlin-schluss-row: Concordia 2500 1500 Sachsenw. — — [791,877,1174,888]
london-title: Londoner Zuckerbörse. [1310,1352,1495,1368]
budapest-boerse-text: Budapest, 8. Okt. (Pragoradio.) Die heutige Börse eröffnete in ausgesprochen freundlicher Grundstimmung, und mit sehr lebhaftem Verkehr. Sehr große Kauflust trage dem zu Beginn Führung und die Spekulation beteiligte sich lebhaft am Geschäfte. Die feste Stimmung konnte sich jedoch bis zum Schlusse behaupten, da aus Wien starke Abgaben vorgenommen wurden, während auf die Lokalwerte der Einfluß sehr stark zum Ausdruck kam. Nach Erledigung der eingelaufenen Kaufaufträge setzte eine starke Realisationswelle der Ware heraus und die Kursrückgänge erstreckten sich beinahe auf sämtliche Werte. Schlußtendenz wieder flau, der Verkehr jedoch gering. Tagesgeld notierte mit 1.25 Prozent, auf den letzten Kassatag 4.50 bis 5 Proz. [790,1042,1175,1267]
wien-devisen-table: WIEN 8. Oktober Geld Ware 5. Oktober Geld Ware Amsterdam 27.900 28.000 27.960 28.060 Agram 818.— 822.— 818.— 822.— Belgrad 818.— 822.— 818.— 822.— Berlin 0.0070 0.0140 0.0070 0.0140 Brüssel 3.54 3.56 3.51 3.53 Bukarest 320.— 322.— 321.— 323.— Budapest 3.80 3.90 3.80 3.90 Christiania 10.95 11.05 11.00 11.10 Kopenhagen 12.52 12.62 12.55 12.65 London 322.30 323.30 322.30 323.30 Mailand 3.19 3.20 3.18 3.19 New York 71.08 71.28 70.85 71.05 Paris 4.20 4.22 4.17 4.19 Prag 2.091 2.098 2.090 2.097 Sofia 663.— 667.— 663.— 667.— Stockholm 18.67 18.77 18.69 18.79 Warschau — — — — Zürich 12.68 12.73 12.66 12.71 [1185,562,1620,784]
banken-row: Merkur 110 95 [32,213,398,224]
schluss-row: Morawia — — [596,231,780,242]
wien-devisen-row: Brüssel 3.54 3.56 3.51 3.53 [1185,622,1620,633]
wien-schluss-row: Böhm. Unionb. 330 343 Ruston — — [406,1507,780,1518]
waren-title: Warenmeldungen. [1253,936,1552,969]
wien-schluss-row: 4% Ung. Goldrente 1 5 1 5 Rima-Mur. 290 307 [406,1309,780,1321]
london-zucker-row: Oktober 27.6 25.1½ — [1185,1400,1620,1411]
banknoten-row: Italienische 155.75 157.25 154.25 155.75 [32,1284,398,1295]
schluss-row: Mava — — [406,417,592,428]
schluss-row: Skoda — — [406,207,592,219]
berlin-devisen-row: Prag 24738000 24862000 17735500 17844500 [1185,349,1620,360]
schluss-row: Poldi 315/315 315/314 [406,440,592,451]
schluss-row: Aussiger Chem. 1400/1350 1450 [596,149,780,160]
foreign-devisen-text: Paris, 8. Okt. London 76.22 (76.65), New York 16.79 (16.85), Amsterdam 6.59 (6.60), Belgien 86.59 (88.60), Spanien 226.— (227.—), Italien 76.— (76.25), Holland 668.— (667.—), Christiania 271.— (271.—), Kopenhagen 303.— (302.—). London, 8. Okt. Amsterdam 11.58, Buenos Aires 40.50, Paris 76.22. Wien, 8. Okt. Paris 33.65 (33.10), London 25.43 (25.47), New York 5.59 (5.59), Brüssel 28.85 (28.45), Italien 25.45 (25.25), Schweden 148.—. Budapest, 8. Okt. Kopenhagen 3420.00—3460.00, Stockholm 5190.00—5250.00, Christiania 2940.00—2980.00, Wien 0.265—0.275, Prag 563.00—573.00. Kopenhagen, 8. Okt. London 25.84 (25.66), New York 5.69 (5.69), Berlin 0.0001. Petersburg, 8. Okt. London 4425.— (4100.—), New York 970.— (890.—). [1184,789,1621,922]
berlin-schluss-row: Ver. Nickel 1800 1800 Zellstoff 24800 17800 [791,795,1174,806]
berlin-schluss-row: D. Bank 1640 1900 Schuckert 9750 6000 [791,737,1174,748]
banknoten-row: Holländische 1363 1367 1358 1362 [32,1214,398,1225]
devisen-row: Rom 156.75 158.25 155.— 156.50 [32,1004,398,1016]
banken-row: Anglob. — — [32,202,398,213]
berlin-devisen-row: Madrid 110722500 111277500 79800000 80200000 [1185,501,1620,512]
banknoten-row: Norwegische — — 541.75 544.25 [32,1249,398,1260]
wien-schluss-row: Union-Bank 354 375 Ungarn-Lokom. 49 — [406,1472,780,1484]
banken-row: Prager Kreditbank 320 322 [32,167,398,178]
zurich-devisen-row: Pest 0.029 0.031 0.029 0.031 [1185,170,1620,181]
paris-zucker-table: Anfang Geld Ware Schluß Geld Ware bez. Oktober — — 243 — 244 November — — 243 — 236 Nov.-Jänner — — 235 — 233 Jänner-April — — 238 — — Tendenz — — fest — fest [1185,1244,1620,1315]
devisen-row: Budapest 17.50 18.50 17.25 18.25 [32,1132,398,1144]
devisen-prag-title: Devisenkurse an der Prager Börse. [59,901,371,919]
zurich-devisen-row: Brüssel 27.80 28.10 27.95 28.20 [1185,135,1620,146]
wien-devisen-row: London 322.30 323.30 322.30 323.30 [1185,680,1620,691]
schluss-row: Kollner Petroleum 440 — [596,137,780,149]
industrie-row: Giesserei — — [32,481,398,492]
industrie-row: Schoeller 2790/2700 2770 [32,458,398,469]
masthead-date: Dienstag, 9. Oktober 1923. [1386,18,1616,36]
wien-schluss-row: Lloyd 2600 2650 Steyr. Werke 253 265 [406,1589,780,1600]
schluss-row: Kovafik — — [406,219,592,230]
devisen-row: Zürich 613.75 617.75 610.75 614.75 [32,958,398,969]
paris-zucker-row: Tendenz — — fest — fest [1185,1304,1620,1315]
paris-zucker-row: Nov.-Jänner — — 235 — 233 [1185,1280,1620,1291]
banken-row: Unionbank 451-455 451 [32,73,398,85]
berlin-schluss-row: Darmst. B. 2500 1900 Bunzl. Hütte — — [791,725,1174,737]
wien-devisen-row: Sofia 663.— 667.— 663.— 667.— [1185,738,1620,749]
schluss-row: Ringhoffer 875/853 870 [406,242,592,253]
devisen-title: Devisenkurse. [1332,54,1472,74]
berlin-schluss-row: Bismarckh. 1500 1500 Hamb.-Süd 6000 6500 [791,842,1174,853]
wien-boerse-text: Wien, 8. Oktober. Die Rückbildung der Preise hat heute weitere, zum Teile sehr empfindliche Fortschritte gemacht. Dabei war das Geschäft nicht umfangreich. Bei den mangelnden Aufnahmsfähigkeit des Marktes genügten aber schon verhältnismäßig kleine Abgaben, um die Kurse zu drücken. Die Kontermine, deren Absichten die Prager und Budapester Spekulation zu Hilfe kam, hatte darum ein leichtes Spiel. Sie beherrschte die Kulisse vollständig und verstärkte in Schranken durch ihre Operationen die Wirkung der Abgaben von nationalstaatlicher Seite sehr erheblich. Erst im Nachverkehr führten Deckungen in Kreditaktien und Alpinen zu einer leichten Befestigung der Tendenz. Auf der Gesamtheit des Marktes gelang es nur für Dynamit Nobel und Ko. befriedigend zu sichern, der Schranken zeigte im allgemeinen gleichfalls eine schwache Haltung, nur einzelne Spezialwerte wurden höher bezahlt, so Jungbunzlauer, Dynamit, Lloyd, Poldihütte Spiritus und Guttmann. Am Anlagemarkt war ruhig, tschechische Fonds gingen höher, Renten erfuhren keine bemerkenswerten Veränderungen. [405,877,781,1214]
london-date: London, 8. Oktober. Privat. [1314,1373,1491,1387]
berlin-schluss-row: Daimler — — Dampfkess. — — [791,888,1174,900]
zurich-devisen-row: Bukarest 2.50 2.75 2.50 2.75 [1185,263,1620,275]
banknoten-row: Spanische — — — — [32,1342,398,1353]
column-1 [31,49,398,2239]
schluss-row: Ver. Elektrizität 190/186 192 [406,126,592,137]
schluesse-table-b: 8. Okt. 5. Okt. Amylon — 500 Brosche 1705/1700 1710 Kollner Spiritus 1430/1420 1470 Kollner Dünger 855/850 875/863 Kollner Petroleum 440 — Aussiger Chem. 1400/1350 1450 Medica 210 — Kollner Kaffee 231 234/232 Marbner 345 350 Dell 410 410-403 Milchindustrie 690/670 697/695 Budweiser Bier 1755 1770 Morawia — — Nesler Brau — 1170 Weltbräu 1160 1175 Erste Pilsner 6000 6725/6700 Brünner Brau 1620 — Asphalton — — Dobrzaner Kaolin 313/342 370/366 Epiag 156 158 Hülsa 435 4 3 Schiefe — — Königh. Zement 1506/1465 1570 Podoler Zement — — Zettlitzer Kaolin — — Westböhm. Kaolin 1760 1790 Berzmann 685/670 700/690 Grünfeld — — Bust — — Inwald 550/548 550/547 Schreiber Glas — — Bieleistädter Glas 600 — Olleschauer 28/481 294/290 Prager Holz — — Mag. Aktienges. 1070 1068 [596,78,780,498]
erzeugnis-title: Der Erzeugnismarkt. [121,1445,308,1463]
berlin-schluss-row: Bernbach 1100 1000 Baltimore 5000 2000 [791,819,1174,830]
berlin-devisen-table: BERLIN 8. Oktober Geld Ware 5. Oktober Geld Ware Helsingfors 22543500 22656500 16059750 16140250 Wien 1177000 1183000 837900 842100 Prag 24738000 24862000 17735500 17844500 Budapest 4990 5010 3790 3810 Bulgarien 798000 802000 5850000 5814500 Amsterdam 33367000 33533000 23541000 23659000 Christiania 13167000 13233000 9416400 9463600 Kopenhagen 14855000 14945000 10573500 10626500 Stockholm 22294000 22406000 15960000 16040000 Buenos Aires 27931000 28069000 19700000 19800000 New York 831000000 839000000 599500000 602500000 Paris 48729000 48971000 34812750 34987250 Zürich 149626000 150374000 107730000 108270000 Italien 37815000 37995000 26962500 27097500 Belgien 41795000 42005000 29875000 30025000 Madrid 110722500 111277500 79800000 80200000 Warschau — — — — London 3791000000 3809000000 2698000000 2712000000 Rio de Janeiro — — — — Tokio — — — — [1185,313,1620,558]
berlin-schluss-row: Ost. Staatsb. — 6000 Glöckner — — [791,632,1174,643]
industrie-row: Buschtiehrader A. 584 584 [32,353,398,364]
wien-devisen-row: Warschau — — — — [1185,761,1620,772]
schluss-row: Inwald 550/548 550/547 [596,429,780,440]
berlin-schluss-row: Schantung 500 300 Hohenlohe 3700 4100 [791,621,1174,632]
berlin-devisen-row: Paris 48729000 48971000 34812750 34987250 [1185,454,1620,465]
berlin-devisen-row: Buenos Aires 27931000 28069000 19700000 19800000 [1185,431,1620,442]
zurich-devisen-row: Ost. zestemp. — — — — [1185,298,1620,309]
schluss-row: Křižik 733/725 740/742 [406,114,592,125]
schluss-row: Kollner Spiritus 1430/1420 1470 [596,114,780,125]
schluss-row: Medica 210 — [596,161,780,172]
schluss-row: Zettlitzer Kaolin — — [596,370,780,382]
devisen-row: Christiania 548.75 549.25 548.75 548.25 [32,969,398,981]
